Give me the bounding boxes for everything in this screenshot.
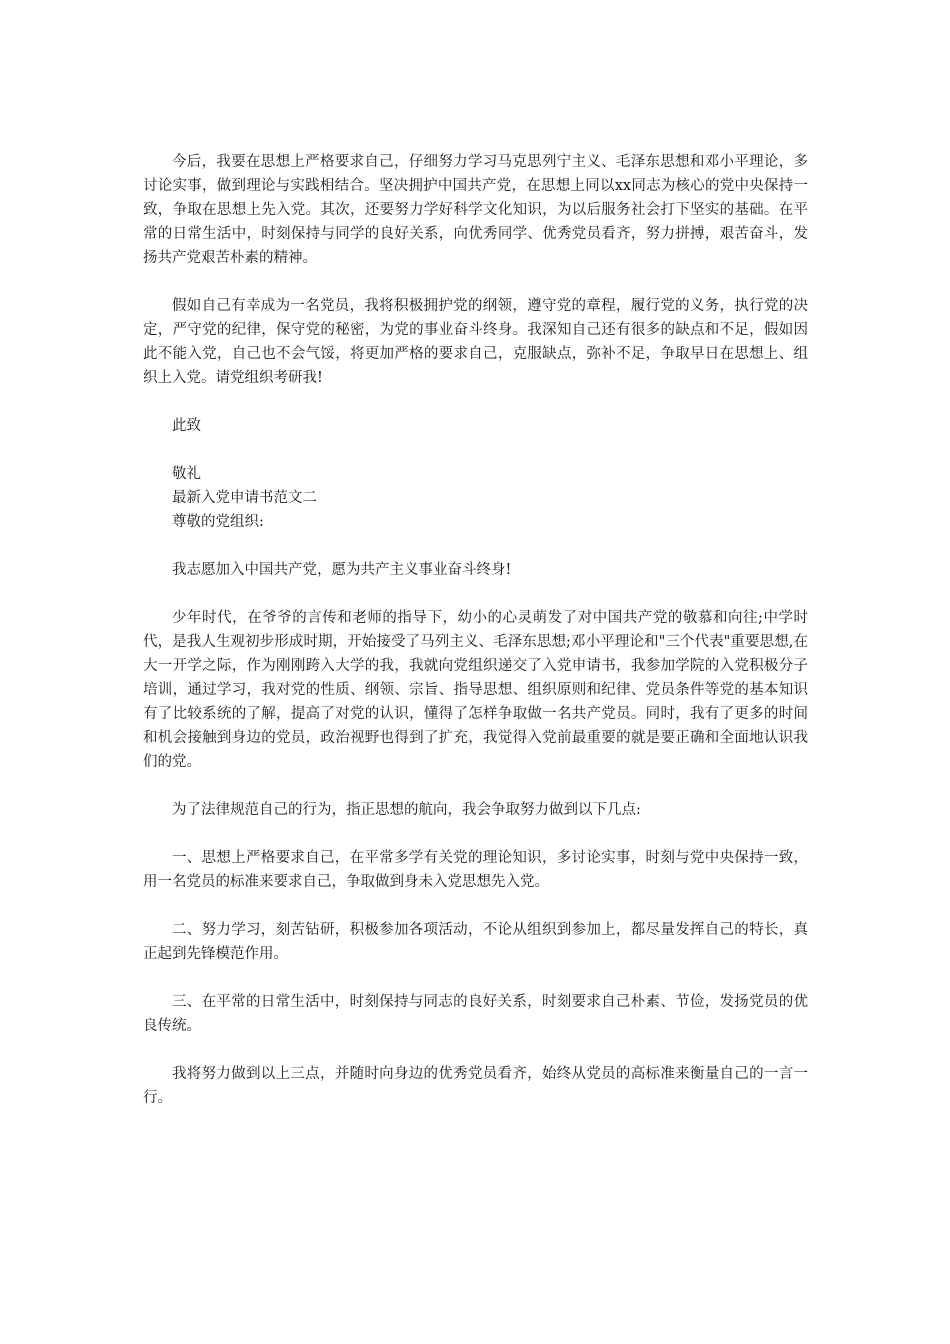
section-subtitle: 最新入党申请书范文二: [172, 490, 317, 506]
paragraph-7: 二、努力学习，刻苦钻研，积极参加各项活动，不论从组织到参加上，都尽量发挥自己的特长，真正起到先锋模范作用。: [143, 922, 808, 962]
spacer: [143, 534, 808, 558]
salute-line: 敬礼: [172, 466, 201, 482]
spacer: [143, 774, 808, 798]
paragraph-8: 三、在平常的日常生活中，时刻保持与同志的良好关系，时刻要求自己朴素、节俭，发扬党员的优良传统。: [143, 994, 808, 1034]
paragraph-2: 假如自己有幸成为一名党员，我将积极拥护党的纲领，遵守党的章程，履行党的义务，执行党的决定，严守党的纪律，保守党的秘密，为党的事业奋斗终身。我深知自己还有很多的缺点和不足，假如因此不能入党，自己也不会气馁，将更加严格的要求自己，克服缺点，弥补不足，争取早日在思想上、组织上入党。请党组织考研我!: [143, 298, 808, 386]
closing-line: 此致: [172, 418, 201, 434]
paragraph-6: 一、思想上严格要求自己，在平常多学有关党的理论知识，多讨论实事，时刻与党中央保持一致，用一名党员的标准来要求自己，争取做到身未入党思想先入党。: [143, 850, 808, 890]
spacer: [143, 966, 808, 990]
greeting-line: 尊敬的党组织:: [172, 514, 264, 530]
spacer: [143, 270, 808, 294]
spacer: [143, 1038, 808, 1062]
spacer: [143, 438, 808, 462]
paragraph-3: 我志愿加入中国共产党，愿为共产主义事业奋斗终身!: [172, 562, 512, 578]
paragraph-1: 今后，我要在思想上严格要求自己，仔细努力学习马克思列宁主义、毛泽东思想和邓小平理论，多讨论实事，做到理论与实践相结合。坚决拥护中国共产党，在思想上同以xx同志为核心的党中央保持一致，争取在思想上先入党。其次，还要努力学好科学文化知识，为以后服务社会打下坚实的基础。在平常的日常生活中，时刻保持与同学的良好关系，向优秀同学、优秀党员看齐，努力拼搏，艰苦奋斗，发扬共产党艰苦朴素的精神。: [143, 154, 808, 266]
paragraph-9: 我将努力做到以上三点，并随时向身边的优秀党员看齐，始终从党员的高标准来衡量自己的一言一行。: [143, 1066, 808, 1106]
paragraph-4: 少年时代，在爷爷的言传和老师的指导下，幼小的心灵萌发了对中国共产党的敬慕和向往;中学时代，是我人生观初步形成时期，开始接受了马列主义、毛泽东思想;邓小平理论和"三个代表"重要思想,在大一开学之际，作为刚刚跨入大学的我，我就向党组织递交了入党申请书，我参加学院的入党积极分子培训，通过学习，我对党的性质、纲领、宗旨、指导思想、组织原则和纪律、党员条件等党的基本知识有了比较系统的了解，提高了对党的认识，懂得了怎样争取做一名共产党员。同时，我有了更多的时间和机会接触到身边的党员，政治视野也得到了扩充，我觉得入党前最重要的就是要正确和全面地认识我们的党。: [143, 610, 808, 770]
paragraph-5: 为了法律规范自己的行为，指正思想的航向，我会争取努力做到以下几点:: [172, 802, 641, 818]
spacer: [143, 822, 808, 846]
document-page: [143, 150, 808, 1110]
spacer: [143, 894, 808, 918]
spacer: [143, 390, 808, 414]
spacer: [143, 582, 808, 606]
